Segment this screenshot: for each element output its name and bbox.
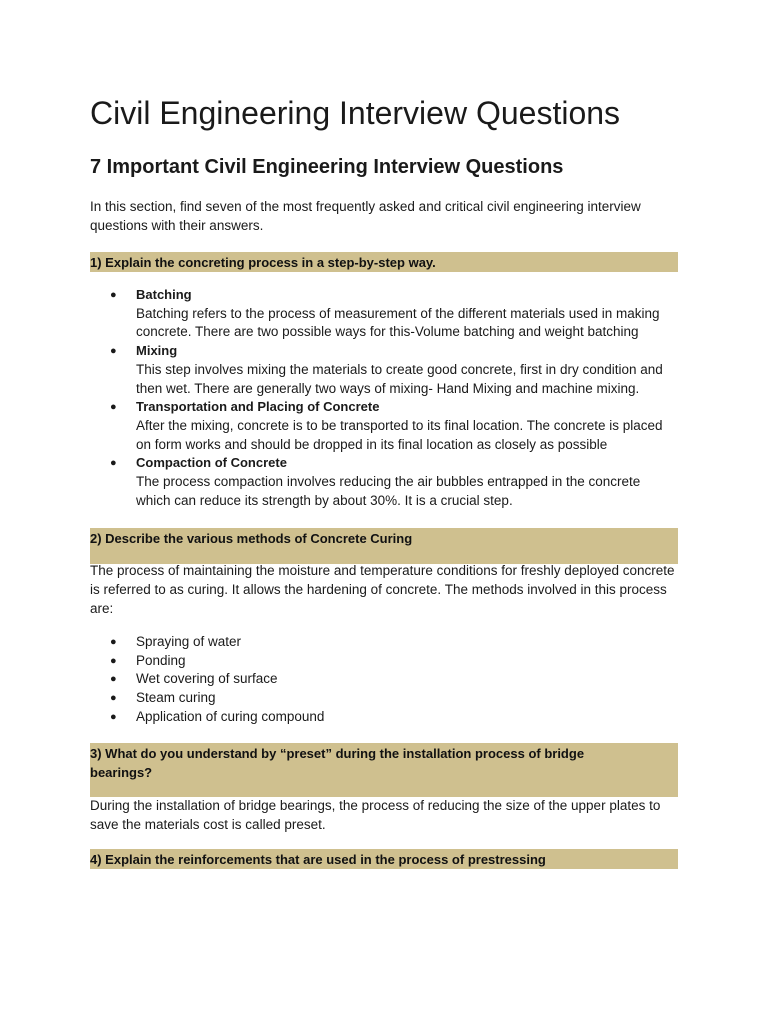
bullet-icon: ● (110, 710, 117, 723)
list-item (90, 670, 678, 689)
bullet-icon: ● (110, 289, 117, 301)
step-description: This step involves mixing the materials to create good concrete, first in dry condition and then wet. There are generally two ways of mixing- Hand Mixing and machine mixing. (136, 361, 663, 396)
curing-methods-list (90, 633, 678, 727)
intro-paragraph: In this section, find seven of the most frequently asked and critical civil engineering interview questions with their answers. (90, 199, 641, 233)
list-item (90, 652, 678, 671)
bullet-icon: ● (110, 345, 117, 358)
question-2-heading: 2) Describe the various methods of Concrete Curing (90, 528, 678, 564)
bullet-icon: ● (110, 673, 117, 686)
step-description: Batching refers to the process of measurement of the different materials used in making concrete. There are two possible ways for this-Volume batching and weight batching (136, 305, 660, 340)
list-item (90, 454, 678, 510)
bullet-icon: ● (110, 401, 117, 414)
question-1-heading: 1) Explain the concreting process in a step-by-step way. (90, 252, 678, 272)
list-item (90, 398, 678, 454)
list-item (90, 689, 678, 708)
method-label: Steam curing (136, 690, 216, 706)
question-3-heading: 3) What do you understand by “preset” during the installation process of bridge bearings? (90, 743, 678, 797)
document-title: Civil Engineering Interview Questions (90, 95, 621, 131)
step-term: Batching (136, 287, 192, 302)
step-description: After the mixing, concrete is to be transported to its final location. The concrete is placed on form works and should be dropped in its final location as closely as possible (136, 417, 663, 452)
list-item (90, 342, 678, 398)
bullet-icon: ● (110, 654, 117, 667)
list-item (90, 286, 678, 342)
step-description: The process compaction involves reducing the air bubbles entrapped in the concrete which can reduce its strength by about 30%. It is a crucial step. (136, 474, 641, 508)
list-item (90, 708, 678, 727)
list-item (90, 633, 678, 652)
bullet-icon: ● (110, 636, 117, 648)
step-term: Transportation and Placing of Concrete (136, 399, 380, 415)
step-term: Mixing (136, 343, 178, 359)
method-label: Spraying of water (136, 634, 242, 649)
method-label: Application of curing compound (136, 708, 325, 724)
method-label: Wet covering of surface (136, 671, 278, 687)
step-term: Compaction of Concrete (136, 455, 287, 471)
concreting-steps-list (90, 286, 678, 510)
section-heading: 7 Important Civil Engineering Interview Questions (90, 156, 564, 178)
preset-paragraph: During the installation of bridge bearings, the process of reducing the size of the upper plates to save the materials cost is called preset. (90, 798, 661, 832)
method-label: Ponding (136, 652, 186, 668)
question-4-heading: 4) Explain the reinforcements that are used in the process of prestressing (90, 849, 678, 869)
bullet-icon: ● (110, 457, 117, 470)
bullet-icon: ● (110, 692, 117, 705)
curing-paragraph: The process of maintaining the moisture and temperature conditions for freshly deployed concrete is referred to as curing. It allows the hardening of concrete. The methods involved in this process are: (90, 563, 675, 616)
